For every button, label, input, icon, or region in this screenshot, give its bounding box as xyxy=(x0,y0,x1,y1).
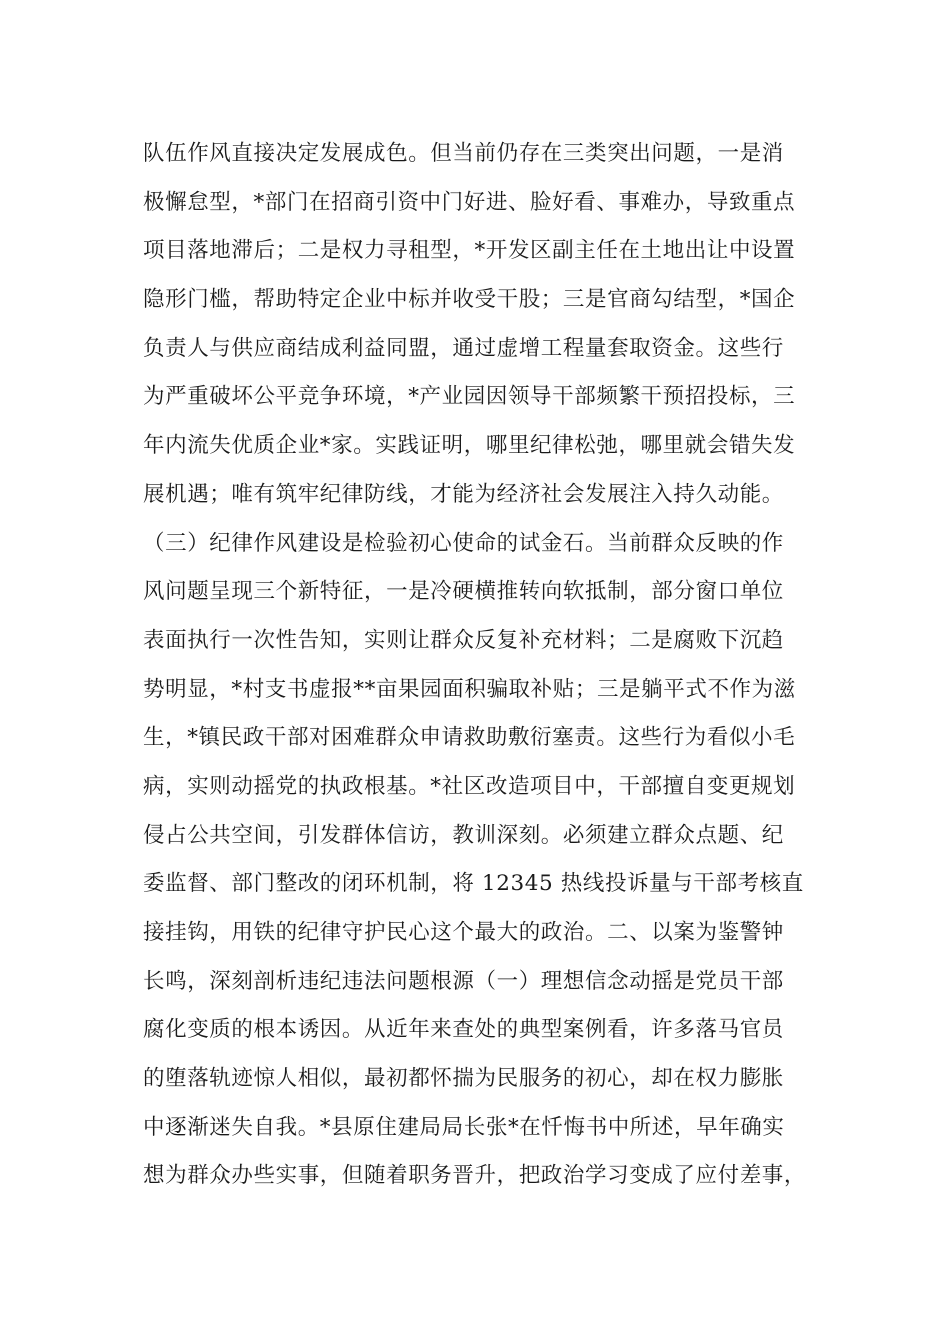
text-line: 委监督、部门整改的闭环机制，将 12345 热线投诉量与干部考核直 xyxy=(143,871,804,897)
text-line: 的堕落轨迹惊人相似，最初都怀揣为民服务的初心，却在权力膨胀 xyxy=(143,1066,784,1092)
text-line: 年内流失优质企业*家。实践证明，哪里纪律松弛，哪里就会错失发 xyxy=(143,433,796,459)
text-line: 中逐渐迷失自我。*县原住建局局长张*在忏悔书中所述，早年确实 xyxy=(143,1114,785,1140)
text-line: 接挂钩，用铁的纪律守护民心这个最大的政治。二、以案为鉴警钟 xyxy=(143,920,784,945)
text-line: 极懈怠型，*部门在招商引资中门好进、脸好看、事难办，导致重点 xyxy=(143,189,796,215)
body-text xyxy=(143,130,813,1201)
text-line: （三）纪律作风建设是检验初心使命的试金石。当前群众反映的作 xyxy=(143,530,784,556)
text-line: 队伍作风直接决定发展成色。但当前仍存在三类突出问题，一是消 xyxy=(143,141,784,166)
text-line: 为严重破坏公平竞争环境，*产业园因领导干部频繁干预招投标，三 xyxy=(143,384,796,410)
text-line: 风问题呈现三个新特征，一是冷硬横推转向软抵制，部分窗口单位 xyxy=(143,579,784,605)
text-line: 势明显，*村支书虚报**亩果园面积骗取补贴；三是躺平式不作为滋 xyxy=(143,676,796,702)
text-line: 表面执行一次性告知，实则让群众反复补充材料；二是腐败下沉趋 xyxy=(143,627,784,653)
text-line: 侵占公共空间，引发群体信访，教训深刻。必须建立群众点题、纪 xyxy=(143,822,784,848)
text-line: 长鸣，深刻剖析违纪违法问题根源（一）理想信念动摇是党员干部 xyxy=(143,968,784,994)
text-line: 展机遇；唯有筑牢纪律防线，才能为经济社会发展注入持久动能。 xyxy=(143,481,784,507)
text-line: 腐化变质的根本诱因。从近年来查处的典型案例看，许多落马官员 xyxy=(143,1017,784,1043)
text-line: 隐形门槛，帮助特定企业中标并收受干股；三是官商勾结型，*国企 xyxy=(143,287,796,313)
text-line: 负责人与供应商结成利益同盟，通过虚增工程量套取资金。这些行 xyxy=(143,335,784,361)
text-line: 想为群众办些实事，但随着职务晋升，把政治学习变成了应付差事， xyxy=(143,1163,807,1189)
text-line: 项目落地滞后；二是权力寻租型，*开发区副主任在土地出让中设置 xyxy=(143,238,796,264)
text-line: 病，实则动摇党的执政根基。*社区改造项目中，干部擅自变更规划 xyxy=(143,773,796,799)
text-line: 生，*镇民政干部对困难群众申请救助敷衍塞责。这些行为看似小毛 xyxy=(143,725,796,751)
